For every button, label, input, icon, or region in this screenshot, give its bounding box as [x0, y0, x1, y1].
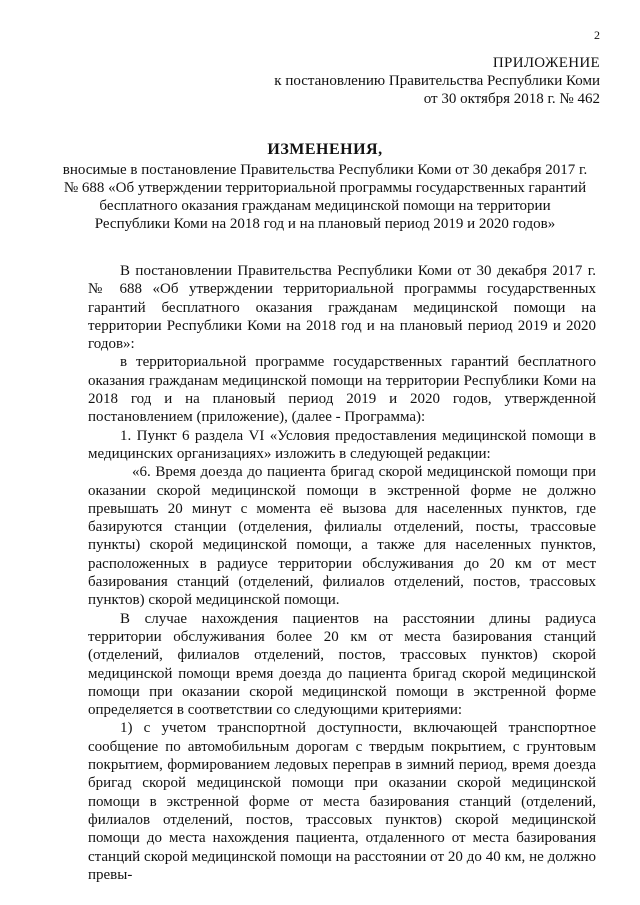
appendix-title: ПРИЛОЖЕНИЕ — [492, 55, 600, 71]
appendix-block — [180, 54, 600, 108]
paragraph-3: 1. Пункт 6 раздела VI «Условия предоставления медицинской помощи в медицинских организациях» изложить в следующей редакции: — [88, 427, 596, 462]
paragraph-1: В постановлении Правительства Республики Коми от 30 декабря 2017 г. № 688 «Об утверждении территориальной программы государственных гарантий бесплатного оказания гражданам медицинской помощи на территории Республики Коми на 2018 год и на плановый период 2019 и 2020 годов»: — [88, 263, 596, 353]
heading-subtitle: вносимые в постановление Правительства Республики Коми от 30 декабря 2017 г. № 688 «Об утверждении территориальной программы государственных гарантий бесплатного оказания гражданам медицинской помощи на территории Республики Коми на 2018 год и на плановый период 2019 и 2020 годов» — [62, 162, 588, 232]
paragraph-6: 1) с учетом транспортной доступности, включающей транспортное сообщение по автомобильным дорогам с твердым покрытием, с грунтовым покрытием, формированием ледовых переправ в зимний период, время доезда бригад скорой медицинской помощи при оказании скорой медицинской помощи в экстренной форме от места базирования станций (отделений, филиалов отделений, постов, трассовых пунктов) скорой медицинской помощи до места нахождения пациента, отдаленного от места базирования станций скорой медицинской помощи на расстоянии от 20 до 40 км, не должно превы- — [88, 720, 596, 883]
paragraph-4: «6. Время доезда до пациента бригад скорой медицинской помощи при оказании скорой медицинской помощи в экстренной форме не должно превышать 20 минут с момента её вызова для населенных пунктов, где базируются станции (отделения, филиалы отделений, посты, трассовые пункты) скорой медицинской помощи, а также для населенных пунктов, расположенных в радиусе территории обслуживания до 20 км от мест базирования станций (отделений, филиалов отделений, постов, трассовых пунктов) скорой медицинской помощи. — [88, 464, 596, 609]
page-number: 2 — [594, 28, 600, 42]
appendix-line-1: к постановлению Правительства Республики Коми — [274, 73, 600, 89]
heading-title: ИЗМЕНЕНИЯ, — [267, 141, 383, 158]
document-heading — [60, 141, 590, 233]
paragraph-5: В случае нахождения пациентов на расстоянии длины радиуса территории обслуживания более 20 км от места базирования станций (отделений, филиалов отделений, постов, трассовых пунктов) скорой медицинской помощи время доезда до пациента бригад скорой медицинской помощи при оказании скорой медицинской помощи в экстренной форме определяется в соответствии со следующими критериями: — [88, 610, 596, 719]
document-body — [88, 262, 596, 884]
appendix-line-2: от 30 октября 2018 г. № 462 — [423, 91, 600, 107]
paragraph-2: в территориальной программе государственных гарантий бесплатного оказания гражданам медицинской помощи на территории Республики Коми на 2018 год и на плановый период 2019 и 2020 годов, утвержденной постановлением (приложение), (далее - Программа): — [88, 354, 596, 426]
